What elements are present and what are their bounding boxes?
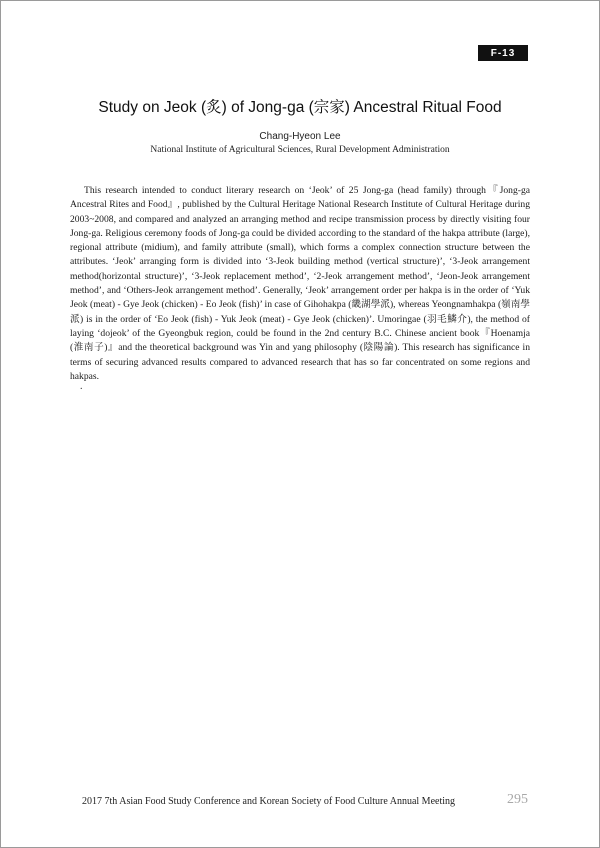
section-badge: F-13 (478, 45, 528, 61)
paper-title: Study on Jeok (炙) of Jong-ga (宗家) Ancestral Ritual Food (98, 99, 502, 116)
abstract-body: This research intended to conduct literary research on ‘Jeok’ of 25 Jong-ga (head family) through『Jong-ga Ancestral Rites and Food』, published by the Cultural Heritage National Research Institute of Cultural Heritage during 2003~2008, and compared and analyzed an arranging method and recipe transmission process by directly visiting four Jong-ga. Religious ceremony foods of Jong-ga could be divided according to the standard of the hakpa attribute (large), regional attribute (midium), and family attribute (small), which forms a complex connection structure between the attributes. ‘Jeok’ arranging form is divided into ‘3-Jeok building method (vertical structure)’, ‘3-Jeok arrangement method(horizontal structure)’, ‘3-Jeok replacement method’, ‘2-Jeok arrangement method’, ‘Jeon-Jeok arrangement method’, and ‘Others-Jeok arrangement method’. Generally, ‘Jeok’ arrangement order per hakpa is in the order of ‘Yuk Jeok (meat) - Gye Jeok (chicken) - Eo Jeok (fish)’ in case of Gihohakpa (畿湖學派), whereas Yeongnamhakpa (嶺南學派) is in the order of ‘Eo Jeok (fish) - Yuk Jeok (meat) - Gye Jeok (chicken)’. Umoringae (羽毛鱗介), the method of laying ‘dojeok’ of the Gyeongbuk region, could be found in the 2nd century B.C. Chinese ancient book『Hoenamja (淮南子)』and the theoretical background was Yin and yang philosophy (陰陽論). This research has significance in terms of securing advanced results compared to advanced research that has so far concentrated on some regions and hakpas. (70, 185, 530, 382)
stray-mark: . (80, 381, 83, 392)
author-affiliation: National Institute of Agricultural Sciences, Rural Development Administration (150, 145, 450, 155)
page-number: 295 (507, 792, 528, 807)
footer-conference: 2017 7th Asian Food Study Conference and Korean Society of Food Culture Annual Meeting (82, 796, 456, 807)
author-name: Chang-Hyeon Lee (259, 131, 341, 142)
